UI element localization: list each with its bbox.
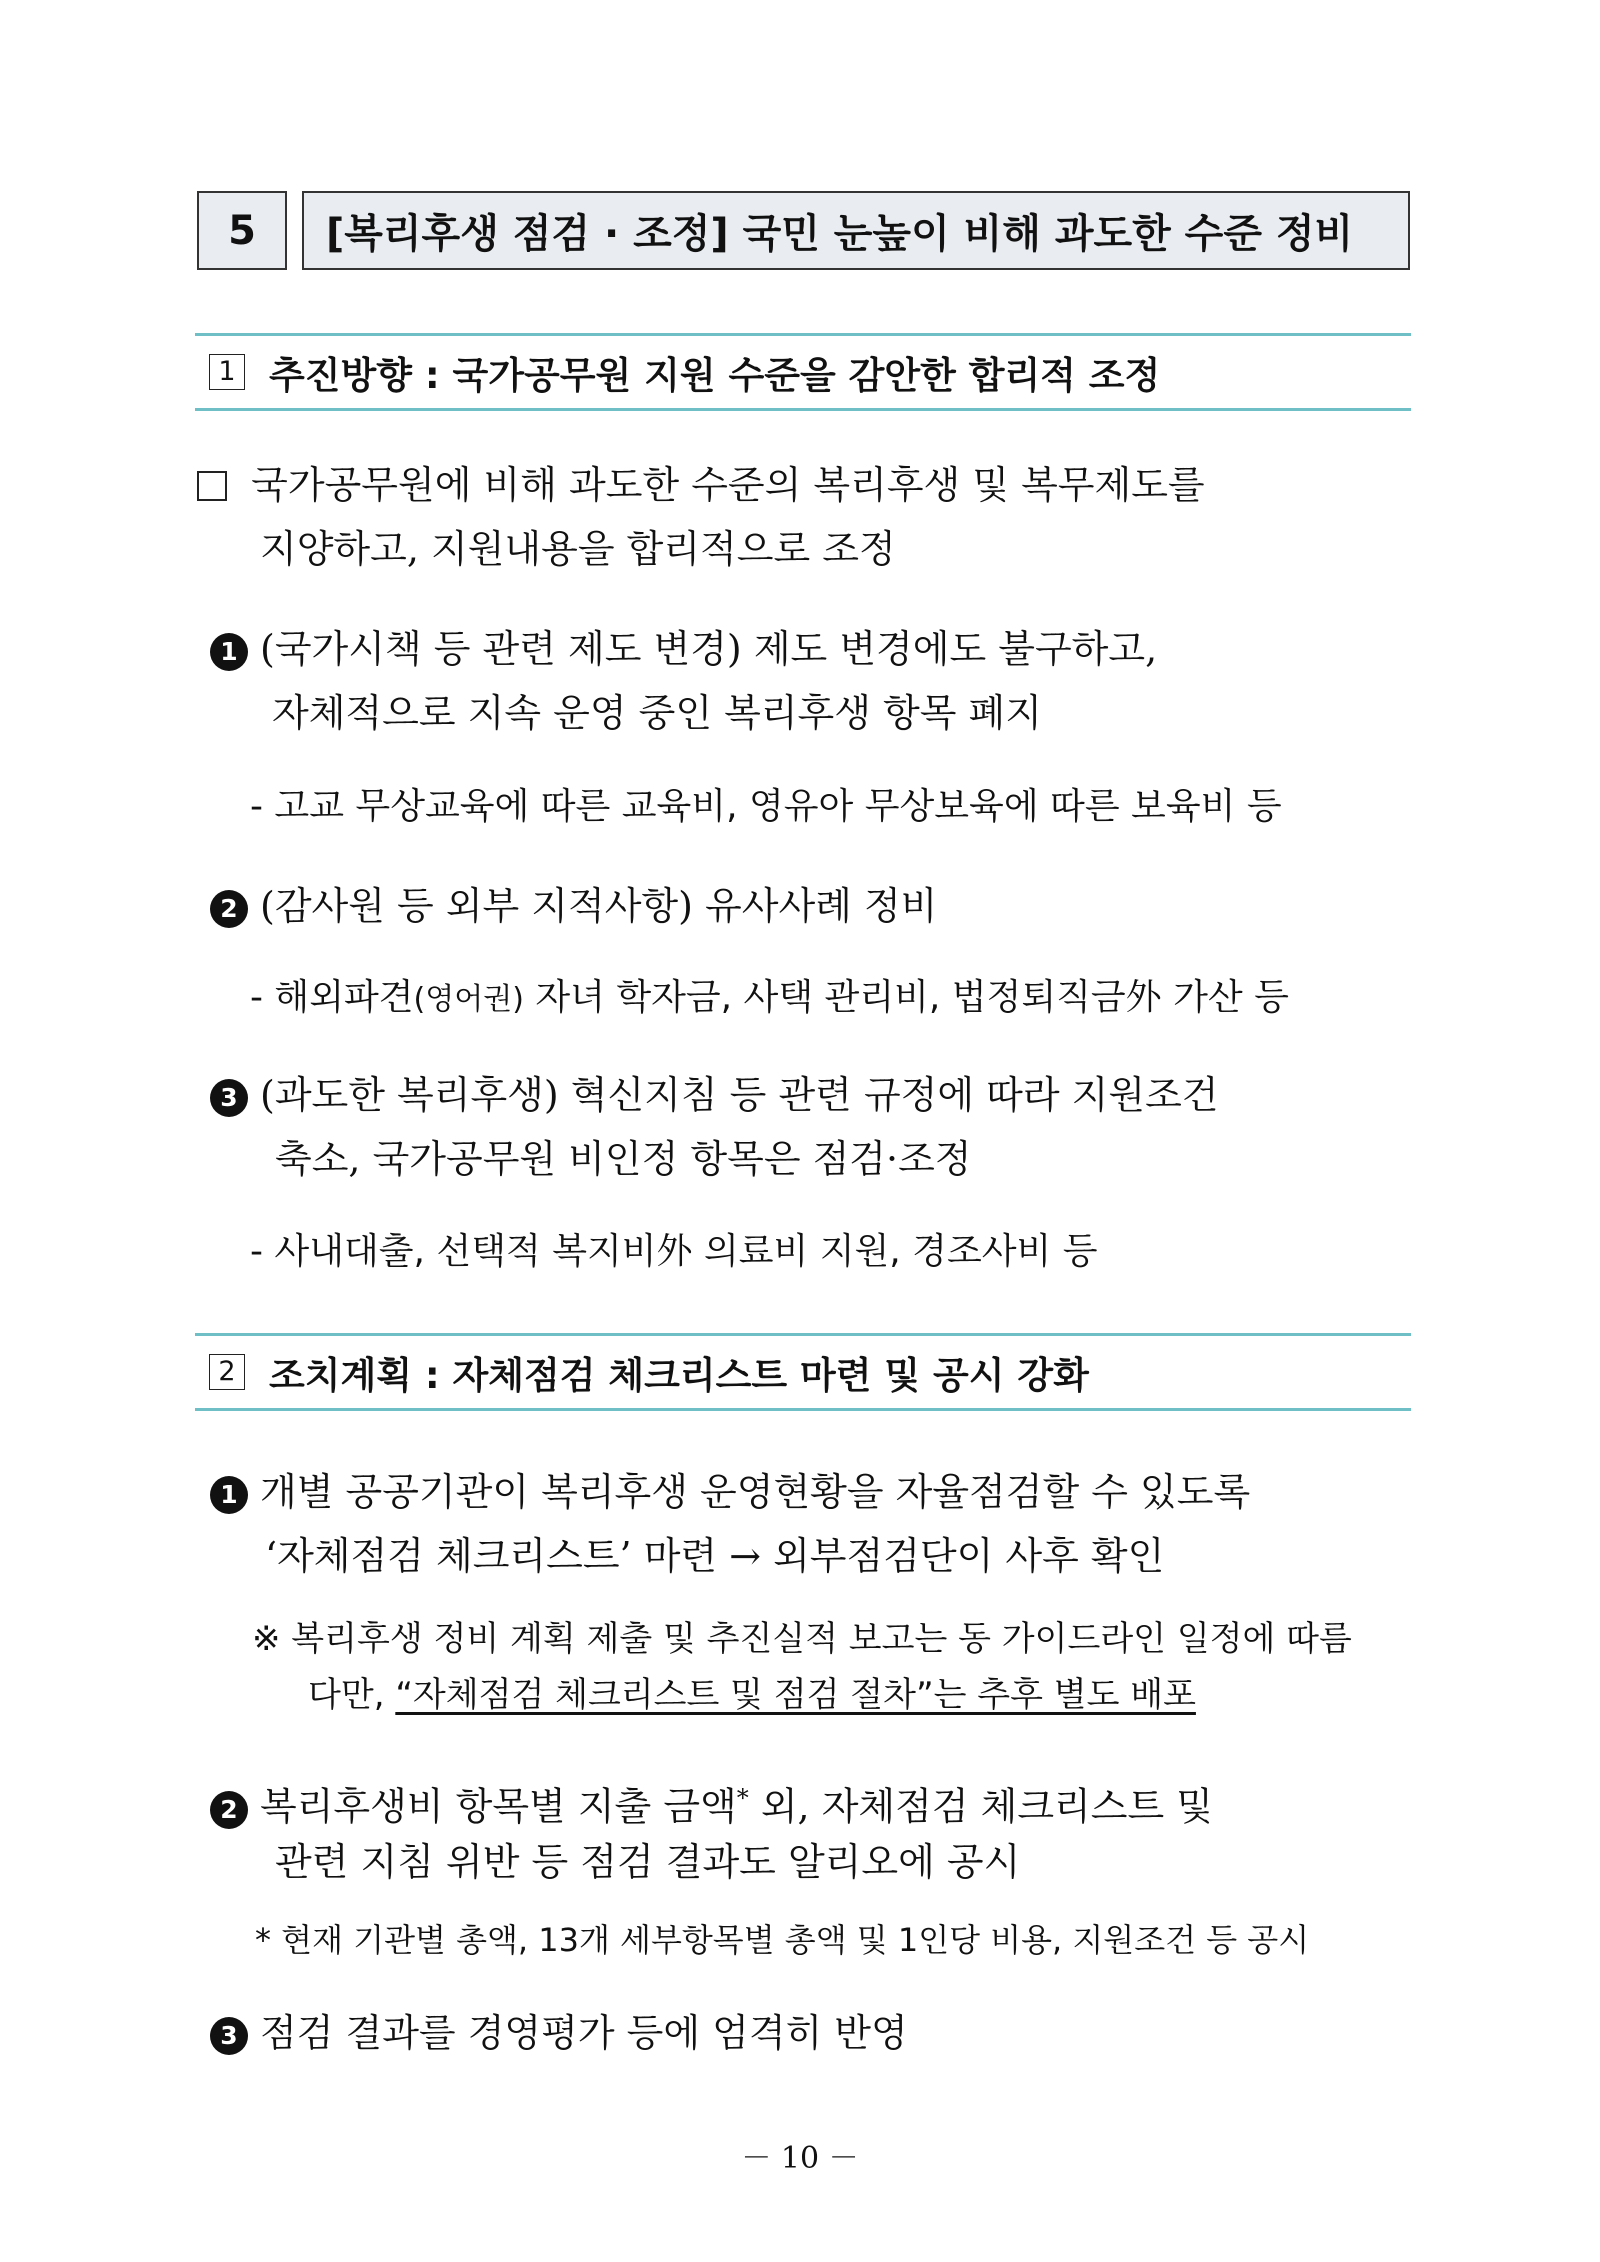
section-1-heading	[195, 333, 1411, 411]
circled-number-2-icon: 2	[210, 1791, 248, 1829]
item-1-3-detail-text: - 사내대출, 선택적 복지비外 의료비 지원, 경조사비 등	[250, 1231, 1098, 1272]
page-number-text: － 10 －	[741, 2141, 859, 2176]
item-2-2-text-2: 관련 지침 위반 등 점검 결과도 알리오에 공시	[275, 1840, 1021, 1884]
section-number-box	[197, 191, 287, 270]
item-2-1-text-2: ‘자체점검 체크리스트’ 마련 → 외부점검단이 사후 확인	[265, 1534, 1165, 1578]
item-2-1-line-1	[210, 1468, 1250, 1516]
checkbox-square-icon	[197, 471, 227, 501]
item-2-2-footnote-text: * 현재 기관별 총액, 13개 세부항목별 총액 및 1인당 비용, 지원조건 등 공시	[255, 1921, 1310, 1959]
item-2-1-note-2	[308, 1673, 1196, 1717]
section-2-number: 2	[209, 1354, 245, 1390]
page-title	[302, 191, 1410, 270]
item-2-2-line-1	[210, 1774, 1213, 1831]
item-1-3-text-1: (과도한 복리후생) 혁신지침 등 관련 규정에 따라 지원조건	[260, 1073, 1219, 1117]
section-number: 5	[228, 207, 256, 254]
item-1-3-line-1	[210, 1071, 1219, 1119]
section-1-title: 추진방향 : 국가공무원 지원 수준을 감안한 합리적 조정	[269, 354, 1161, 397]
item-1-3-line-2	[275, 1135, 972, 1183]
item-1-1-detail-text: - 고교 무상교육에 따른 교육비, 영유아 무상보육에 따른 보육비 등	[250, 786, 1282, 827]
item-2-1-note-2a: 다만,	[308, 1675, 396, 1715]
item-1-1-line-1	[210, 625, 1157, 673]
item-1-2-text-1: (감사원 등 외부 지적사항) 유사사례 정비	[260, 884, 938, 928]
item-1-3-detail	[250, 1230, 1098, 1274]
item-2-1-note-1-text: ※ 복리후생 정비 계획 제출 및 추진실적 보고는 동 가이드라인 일정에 따름	[252, 1619, 1352, 1659]
item-1-1-text-1: (국가시책 등 관련 제도 변경) 제도 변경에도 불구하고,	[260, 627, 1158, 671]
intro-text-2: 지양하고, 지원내용을 합리적으로 조정	[260, 527, 896, 571]
circled-number-1-icon: 1	[210, 633, 248, 671]
item-2-3-text-1: 점검 결과를 경영평가 등에 엄격히 반영	[260, 2011, 908, 2055]
section-2-heading	[195, 1333, 1411, 1411]
section-2-title: 조치계획 : 자체점검 체크리스트 마련 및 공시 강화	[269, 1354, 1089, 1397]
item-1-3-text-2: 축소, 국가공무원 비인정 항목은 점검·조정	[275, 1137, 972, 1181]
page-title-text: [복리후생 점검 · 조정] 국민 눈높이 비해 과도한 수준 정비	[326, 211, 1354, 257]
item-1-2-line-1	[210, 882, 937, 930]
page-number	[0, 2133, 1600, 2177]
section-1-number: 1	[209, 354, 245, 390]
circled-number-3-icon: 3	[210, 1079, 248, 1117]
item-2-1-line-2	[265, 1532, 1164, 1580]
item-2-1-text-1: 개별 공공기관이 복리후생 운영현황을 자율점검할 수 있도록	[260, 1470, 1251, 1514]
item-1-1-text-2: 자체적으로 지속 운영 중인 복리후생 항목 폐지	[272, 691, 1042, 735]
item-1-2-detail	[250, 976, 1289, 1022]
item-2-2-footnote	[255, 1918, 1309, 1962]
item-1-2-detail-a: - 해외파견	[250, 977, 414, 1018]
intro-text-1: 국가공무원에 비해 과도한 수준의 복리후생 및 복무제도를	[251, 463, 1205, 507]
item-1-2-detail-c: 자녀 학자금, 사택 관리비, 법정퇴직금外 가산 등	[523, 977, 1289, 1018]
item-2-1-note-1	[252, 1617, 1352, 1661]
item-1-1-line-2	[272, 689, 1042, 737]
item-2-2-text-1b: 외, 자체점검 체크리스트 및	[748, 1784, 1213, 1829]
circled-number-3-icon: 3	[210, 2017, 248, 2055]
item-2-3-line-1	[210, 2009, 908, 2057]
item-1-1-detail	[250, 785, 1282, 829]
intro-line-2	[260, 525, 896, 573]
circled-number-2-icon: 2	[210, 890, 248, 928]
item-2-2-text-1a: 복리후생비 항목별 지출 금액	[260, 1784, 737, 1829]
circled-number-1-icon: 1	[210, 1476, 248, 1514]
item-1-2-detail-b: (영어권)	[413, 982, 524, 1017]
intro-line-1	[197, 461, 1205, 509]
footnote-marker: *	[736, 1784, 749, 1812]
item-2-1-note-2b: “자체점검 체크리스트 및 점검 절차”는 추후 별도 배포	[395, 1675, 1196, 1715]
item-2-2-line-2	[275, 1838, 1020, 1886]
